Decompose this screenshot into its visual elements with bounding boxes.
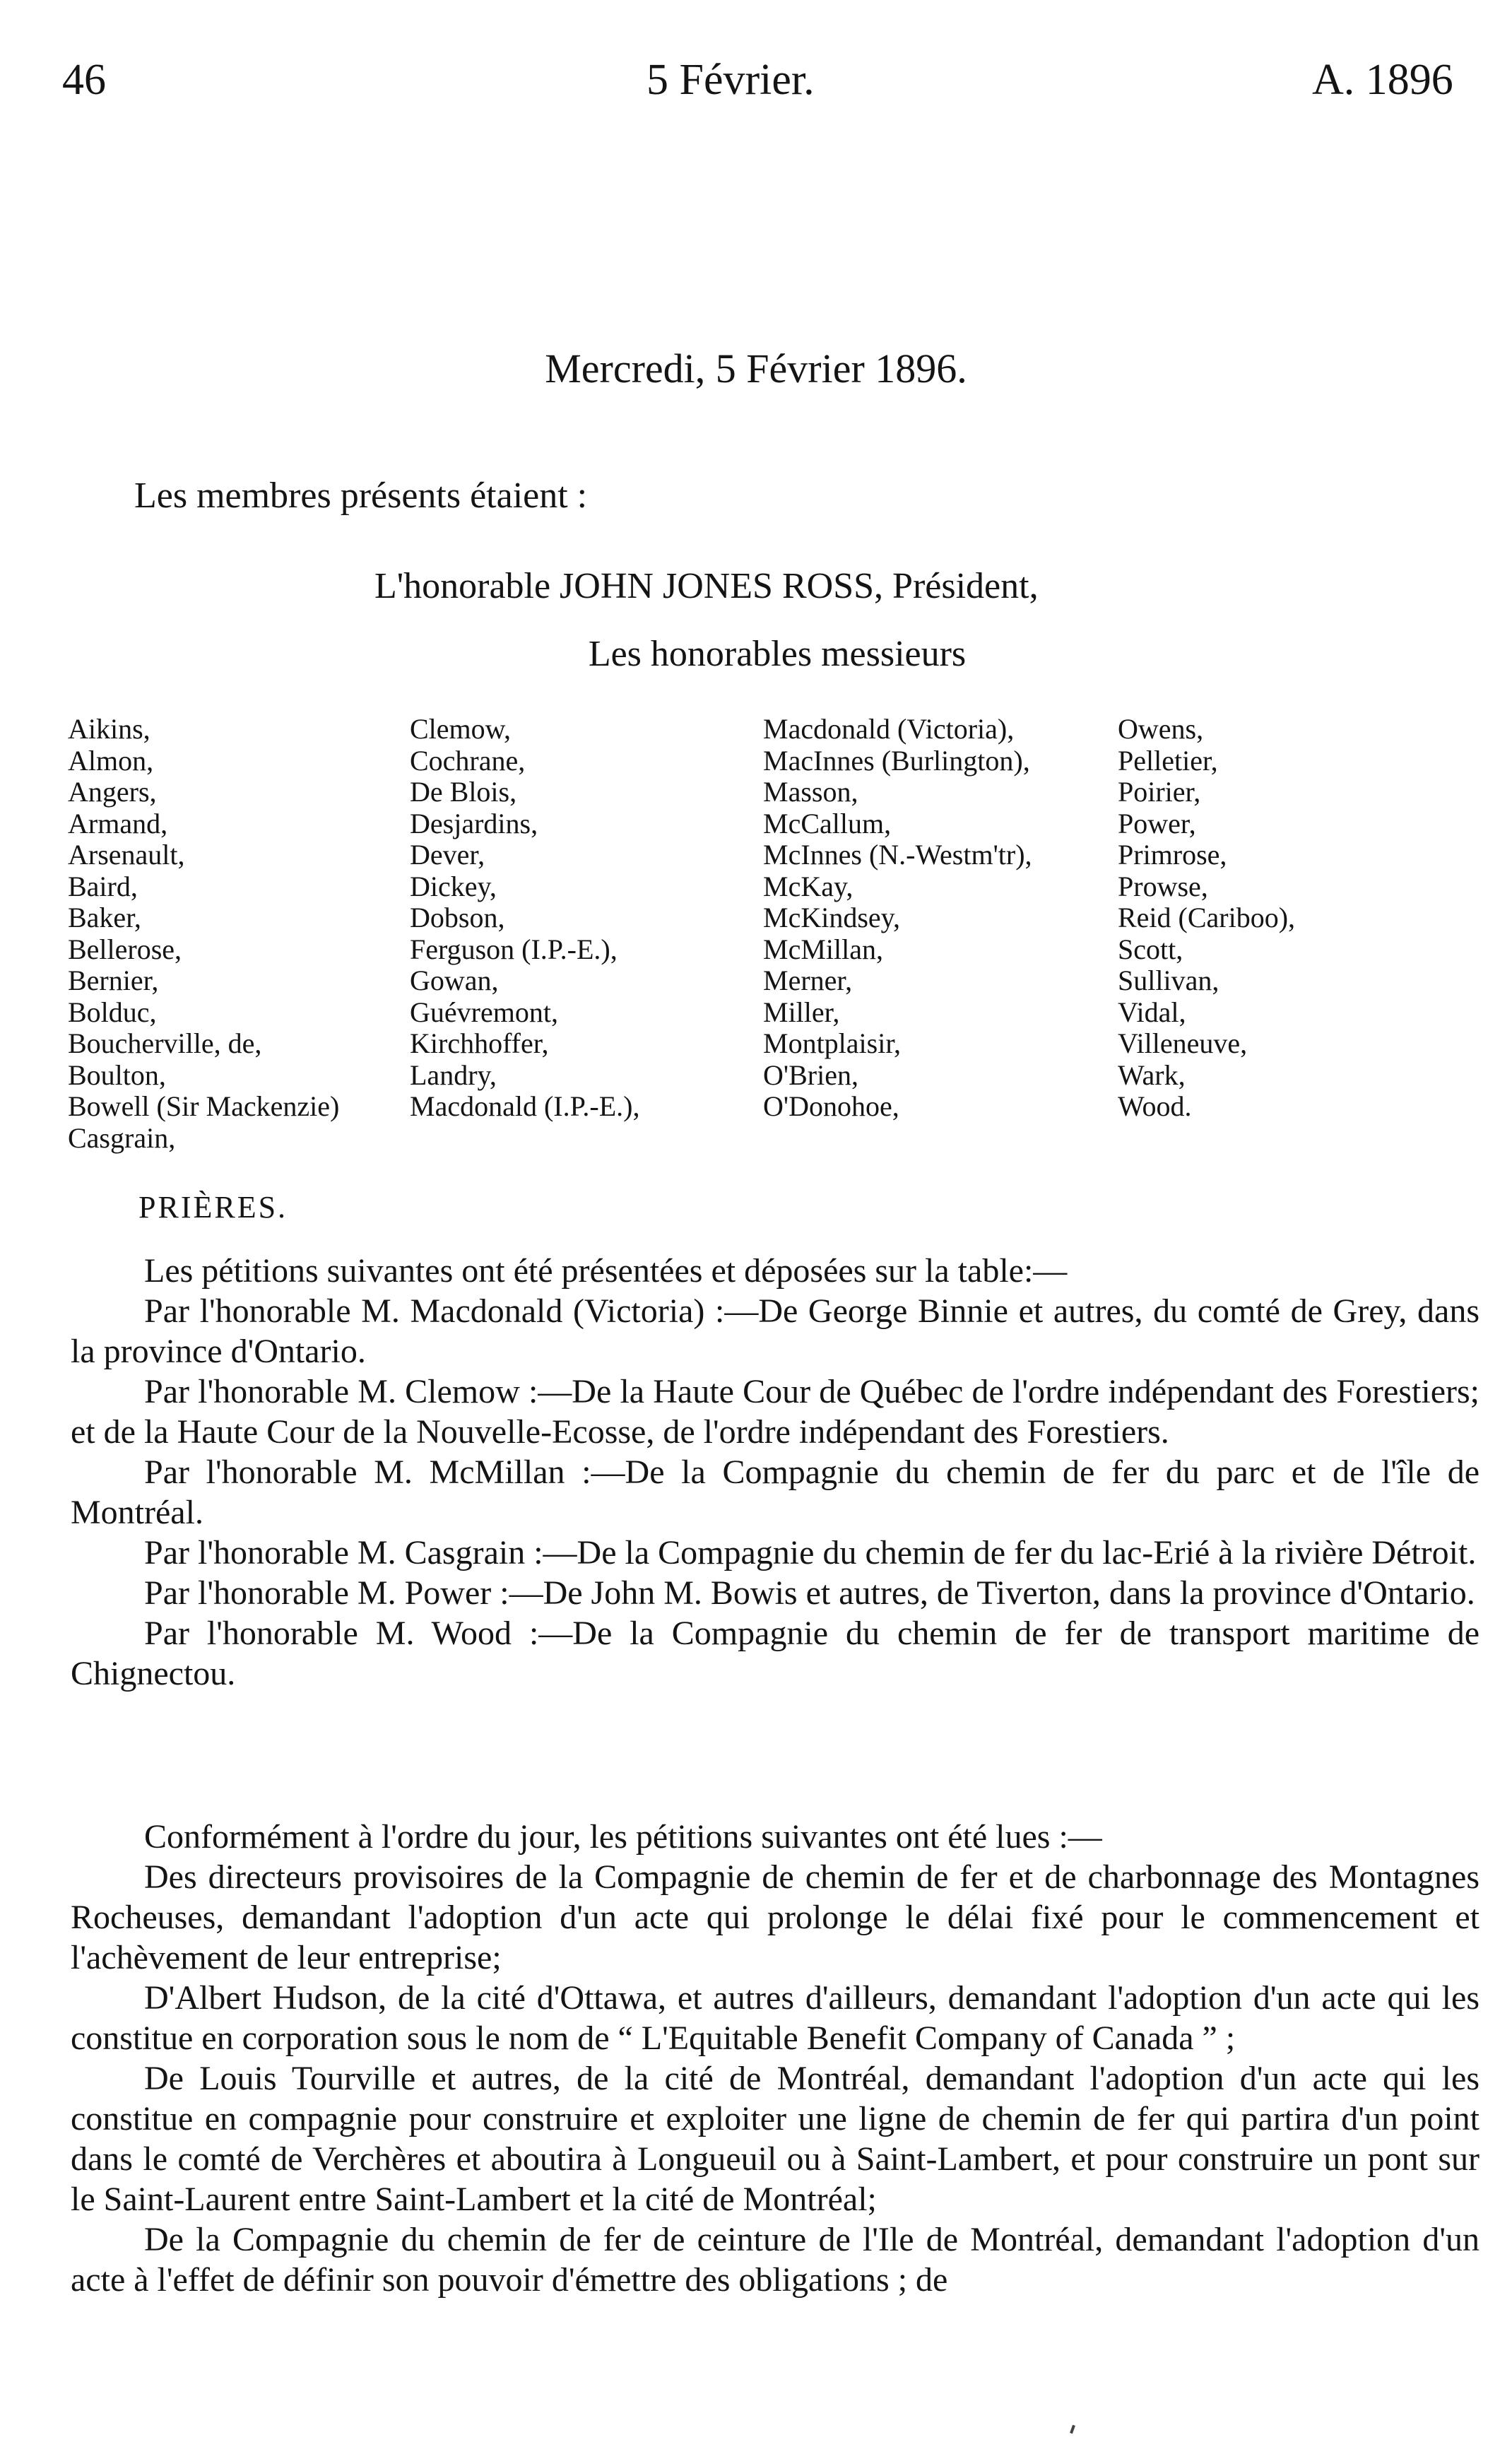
- running-head-date: 5 Février.: [646, 56, 815, 104]
- member-name: Bowell (Sir Mackenzie): [68, 1090, 340, 1122]
- member-name: Ferguson (I.P.-E.),: [410, 933, 618, 965]
- member-name: Owens,: [1118, 713, 1204, 745]
- member-name: Cochrane,: [410, 744, 526, 777]
- member-name: Miller,: [763, 996, 840, 1028]
- petition-paragraph: Par l'honorable M. Casgrain :—De la Compagnie du chemin de fer du lac-Erié à la rivière Détroit.: [144, 1534, 1477, 1571]
- session-date-title: Mercredi, 5 Février 1896.: [545, 346, 967, 391]
- petition-read-paragraph: De Louis Tourville et autres, de la cité de Montréal, demandant l'adoption d'un acte qui les constitue en compagnie pour construire et exploiter une ligne de chemin de fer qui partira d'un point dans le comté de Verchères et aboutira à Longueuil ou à Saint-Lambert, et pour construire un pont sur le Saint-Laurent entre Saint-Lambert et la cité de Montréal;: [71, 2060, 1479, 2218]
- member-name: Armand,: [68, 807, 168, 839]
- member-name: Wark,: [1118, 1058, 1186, 1091]
- petitions-read-intro: Conformément à l'ordre du jour, les pétitions suivantes ont été lues :—: [144, 1818, 1102, 1856]
- member-name: Bolduc,: [68, 996, 157, 1028]
- member-name: Power,: [1118, 807, 1196, 839]
- member-name: Villeneuve,: [1118, 1027, 1248, 1059]
- member-name: Desjardins,: [410, 807, 538, 839]
- member-name: Wood.: [1118, 1090, 1192, 1122]
- members-column-3: [763, 714, 1032, 1123]
- page-number: 46: [62, 56, 106, 104]
- member-name: Angers,: [68, 776, 157, 808]
- member-name: Landry,: [410, 1058, 497, 1091]
- member-name: Boulton,: [68, 1058, 166, 1091]
- petition-read-paragraph: Des directeurs provisoires de la Compagnie de chemin de fer et de charbonnage des Montagnes Rocheuses, demandant l'adoption d'un acte qui prolonge le délai fixé pour le commencement et l'achèvement de leur entreprise;: [71, 1858, 1479, 1976]
- member-name: Kirchhoffer,: [410, 1027, 549, 1059]
- member-name: McCallum,: [763, 807, 892, 839]
- member-name: Montplaisir,: [763, 1027, 902, 1059]
- member-name: Arsenault,: [68, 839, 185, 871]
- petition-paragraph: Par l'honorable M. Clemow :—De la Haute Cour de Québec de l'ordre indépendant des Forestiers; et de la Haute Cour de la Nouvelle-Ecosse, de l'ordre indépendant des Forestiers.: [71, 1373, 1479, 1451]
- member-name: De Blois,: [410, 776, 517, 808]
- member-name: Baker,: [68, 902, 141, 933]
- members-present-intro: Les membres présents étaient :: [134, 476, 588, 516]
- member-name: Dickey,: [410, 870, 497, 902]
- petitions-presented-section: [71, 1251, 1479, 1694]
- print-speck: [1070, 2425, 1075, 2434]
- member-name: Poirier,: [1118, 776, 1201, 808]
- member-name: Reid (Cariboo),: [1118, 902, 1296, 933]
- petition-paragraph: Par l'honorable M. McMillan :—De la Compagnie du chemin de fer du parc et de l'île de Montréal.: [71, 1453, 1479, 1531]
- member-name: O'Brien,: [763, 1058, 858, 1091]
- member-name: Macdonald (Victoria),: [763, 713, 1015, 745]
- petition-paragraph: Par l'honorable M. Macdonald (Victoria) :—De George Binnie et autres, du comté de Grey, dans la province d'Ontario.: [71, 1292, 1479, 1370]
- petition-paragraph: Par l'honorable M. Wood :—De la Compagnie du chemin de fer de transport maritime de Chignectou.: [71, 1615, 1479, 1692]
- member-name: Prowse,: [1118, 870, 1208, 902]
- petition-read-paragraph: De la Compagnie du chemin de fer de ceinture de l'Ile de Montréal, demandant l'adoption d'un acte à l'effet de définir son pouvoir d'émettre des obligations ; de: [71, 2221, 1479, 2299]
- member-name: Dobson,: [410, 902, 505, 933]
- petitions-read-section: [71, 1817, 1479, 2300]
- members-column-1: [68, 714, 339, 1154]
- member-name: Primrose,: [1118, 839, 1227, 871]
- member-name: Scott,: [1118, 933, 1183, 965]
- member-name: Almon,: [68, 744, 154, 777]
- member-name: Sullivan,: [1118, 965, 1219, 996]
- member-name: Baird,: [68, 870, 138, 902]
- member-name: Aikins,: [68, 713, 150, 745]
- member-name: Clemow,: [410, 713, 511, 745]
- member-name: Pelletier,: [1118, 744, 1218, 777]
- member-name: MacInnes (Burlington),: [763, 744, 1030, 777]
- member-name: McKindsey,: [763, 902, 901, 933]
- member-name: Macdonald (I.P.-E.),: [410, 1090, 640, 1122]
- member-name: Casgrain,: [68, 1121, 176, 1154]
- member-name: O'Donohoe,: [763, 1090, 899, 1122]
- member-name: McMillan,: [763, 933, 883, 965]
- member-name: Boucherville, de,: [68, 1027, 262, 1059]
- president-line: L'honorable JOHN JONES ROSS, Président,: [374, 566, 1039, 606]
- running-head-year: A. 1896: [1312, 56, 1453, 104]
- petition-read-paragraph: D'Albert Hudson, de la cité d'Ottawa, et autres d'ailleurs, demandant l'adoption d'un acte qui les constitue en corporation sous le nom de “ L'Equitable Benefit Company of Canada ” ;: [71, 1979, 1479, 2057]
- members-column-4: [1118, 714, 1295, 1123]
- member-name: Merner,: [763, 965, 853, 996]
- member-name: McInnes (N.-Westm'tr),: [763, 839, 1032, 871]
- member-name: Gowan,: [410, 965, 499, 996]
- member-name: Guévremont,: [410, 996, 558, 1028]
- petitions-intro: Les pétitions suivantes ont été présentées et déposées sur la table:—: [144, 1252, 1068, 1290]
- member-name: Bernier,: [68, 965, 159, 996]
- prieres-heading: PRIÈRES.: [138, 1190, 288, 1225]
- member-name: Bellerose,: [68, 933, 182, 965]
- members-list: [0, 714, 1512, 1166]
- member-name: Vidal,: [1118, 996, 1186, 1028]
- member-name: Dever,: [410, 839, 485, 871]
- petition-paragraph: Par l'honorable M. Power :—De John M. Bowis et autres, de Tiverton, dans la province d'Ontario.: [144, 1574, 1475, 1612]
- member-name: McKay,: [763, 870, 854, 902]
- member-name: Masson,: [763, 776, 858, 808]
- honorables-heading: Les honorables messieurs: [588, 634, 967, 674]
- members-column-2: [410, 714, 639, 1123]
